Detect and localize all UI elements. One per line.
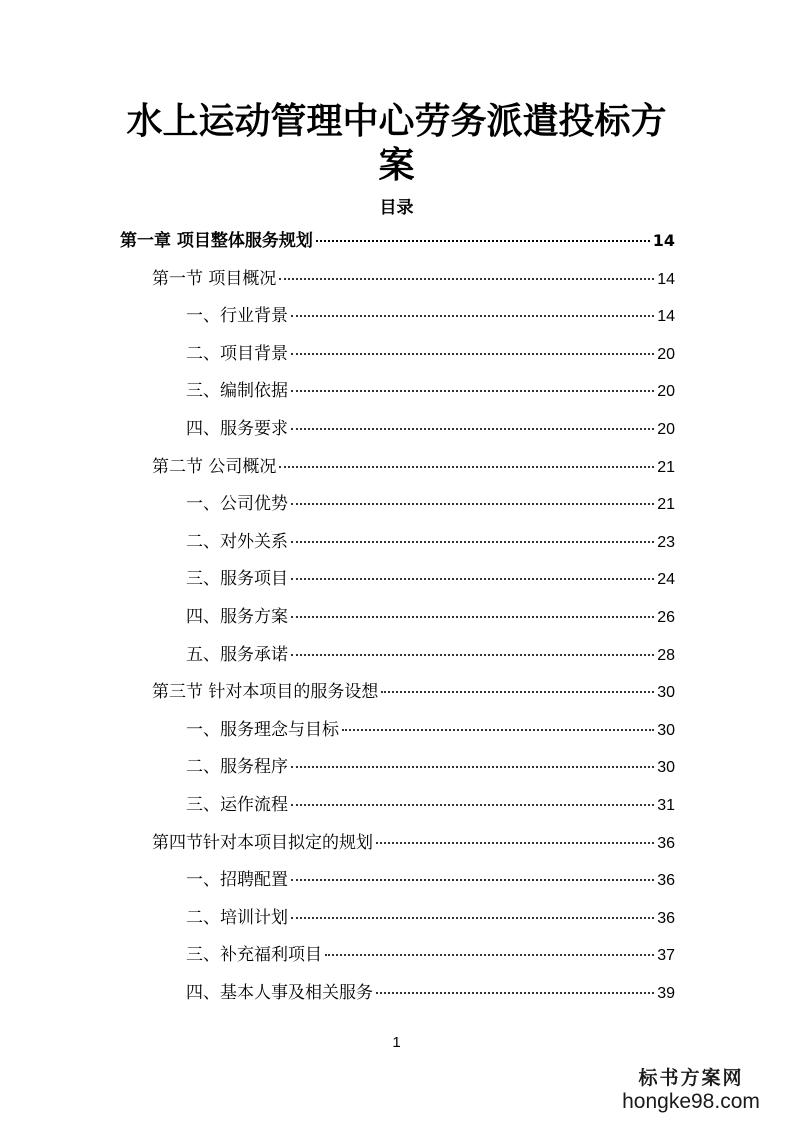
toc-entry-label: 三、服务项目 — [186, 569, 288, 590]
toc-dot-leader — [291, 390, 654, 392]
toc-dot-leader — [279, 466, 654, 468]
toc-entry-page: 20 — [657, 421, 675, 438]
toc-dot-leader — [291, 766, 654, 768]
toc-entry-page: 23 — [657, 533, 675, 551]
toc-dot-leader — [291, 578, 654, 580]
toc-entry-page: 20 — [657, 345, 675, 363]
document-title: 水上运动管理中心劳务派遣投标方案 — [126, 101, 667, 186]
toc-entry-label: 五、服务承诺 — [186, 644, 288, 665]
page-number: 1 — [392, 1034, 401, 1051]
toc-dot-leader — [376, 992, 654, 994]
toc-entry[interactable] — [186, 865, 675, 895]
toc-entry-page: 30 — [657, 721, 675, 739]
toc-dot-leader — [291, 917, 654, 919]
toc-entry-label: 四、基本人事及相关服务 — [186, 983, 373, 1003]
toc-entry[interactable] — [186, 527, 675, 557]
toc-dot-leader — [291, 315, 654, 317]
toc-entry-page: 26 — [657, 609, 675, 626]
toc-entry-label: 四、服务方案 — [186, 607, 288, 627]
toc-entry[interactable] — [152, 264, 675, 294]
toc-dot-leader — [291, 616, 654, 618]
toc-entry-page: 39 — [657, 985, 675, 1002]
toc-heading: 目录 — [379, 198, 414, 218]
toc-entry-label: 三、运作流程 — [186, 795, 288, 815]
toc-entry-page: 30 — [657, 759, 675, 777]
toc-entry-page: 20 — [657, 383, 675, 401]
toc-entry[interactable] — [186, 940, 675, 970]
toc-entry-page: 36 — [657, 909, 675, 927]
toc-entry-label: 一、服务理念与目标 — [186, 719, 339, 740]
toc-dot-leader — [381, 691, 654, 693]
toc-entry-label: 三、补充福利项目 — [186, 945, 322, 966]
toc-entry-label: 三、编制依据 — [186, 381, 288, 402]
toc-dot-leader — [279, 278, 654, 280]
toc-dot-leader — [291, 804, 654, 806]
toc-entry[interactable] — [186, 978, 675, 1008]
toc-dot-leader — [291, 503, 654, 505]
toc-entry[interactable] — [186, 602, 675, 632]
toc-entry-label: 第四节针对本项目拟定的规划 — [152, 832, 373, 853]
toc-entry-label: 二、项目背景 — [186, 343, 288, 364]
toc-entry-page: 14 — [657, 270, 675, 288]
toc-entry-page: 21 — [657, 458, 675, 476]
toc-entry[interactable] — [186, 752, 675, 782]
toc-dot-leader — [325, 954, 654, 956]
toc-entry[interactable] — [186, 301, 675, 331]
toc-entry-label: 一、行业背景 — [186, 306, 288, 327]
toc-dot-leader — [376, 842, 654, 844]
toc-entry-label: 二、培训计划 — [186, 907, 288, 928]
toc-entry[interactable] — [186, 414, 675, 444]
toc-dot-leader — [316, 240, 650, 242]
toc-entry-page: 14 — [657, 308, 675, 326]
toc-entry-label: 二、服务程序 — [186, 757, 288, 778]
toc-entry[interactable] — [186, 640, 675, 670]
toc-entry-page: 14 — [652, 231, 675, 250]
toc-entry-label: 四、服务要求 — [186, 419, 288, 439]
toc-entry[interactable] — [186, 376, 675, 406]
toc-dot-leader — [291, 654, 654, 656]
toc-entry[interactable] — [186, 715, 675, 745]
toc-entry[interactable] — [186, 339, 675, 369]
watermark-name: 标书方案网 — [638, 1067, 744, 1089]
toc-entry-label: 第一章 项目整体服务规划 — [120, 231, 313, 251]
toc-entry-label: 第一节 项目概况 — [152, 268, 277, 289]
toc-entry-page: 37 — [657, 947, 675, 965]
toc-dot-leader — [291, 353, 654, 355]
toc-entry-label: 第三节 针对本项目的服务设想 — [152, 682, 379, 703]
toc-entry[interactable] — [186, 489, 675, 519]
toc-entry[interactable] — [186, 790, 675, 820]
toc-entry-page: 31 — [657, 797, 675, 814]
toc-dot-leader — [291, 541, 654, 543]
toc-entry-label: 二、对外关系 — [186, 531, 288, 552]
toc-entry-page: 36 — [657, 834, 675, 852]
watermark-url: hongke98.com — [622, 1090, 760, 1113]
toc-dot-leader — [291, 879, 654, 881]
toc-entry-label: 一、招聘配置 — [186, 870, 288, 891]
toc-dot-leader — [342, 729, 654, 731]
toc-entry-label: 一、公司优势 — [186, 494, 288, 515]
toc-entry-page: 24 — [657, 571, 675, 589]
toc-dot-leader — [291, 428, 654, 430]
toc-entry-label: 第二节 公司概况 — [152, 456, 277, 477]
toc-entry-page: 36 — [657, 872, 675, 890]
toc-entry-page: 30 — [657, 684, 675, 702]
watermark-logo — [601, 1063, 781, 1114]
toc-entry[interactable] — [152, 677, 675, 707]
toc-entry[interactable] — [186, 903, 675, 933]
toc-entry[interactable] — [152, 452, 675, 482]
toc-entry[interactable] — [186, 564, 675, 594]
toc-entry-page: 28 — [657, 646, 675, 664]
toc-entry-page: 21 — [657, 496, 675, 514]
toc-entry[interactable] — [152, 828, 675, 858]
toc-entry[interactable] — [120, 226, 675, 256]
